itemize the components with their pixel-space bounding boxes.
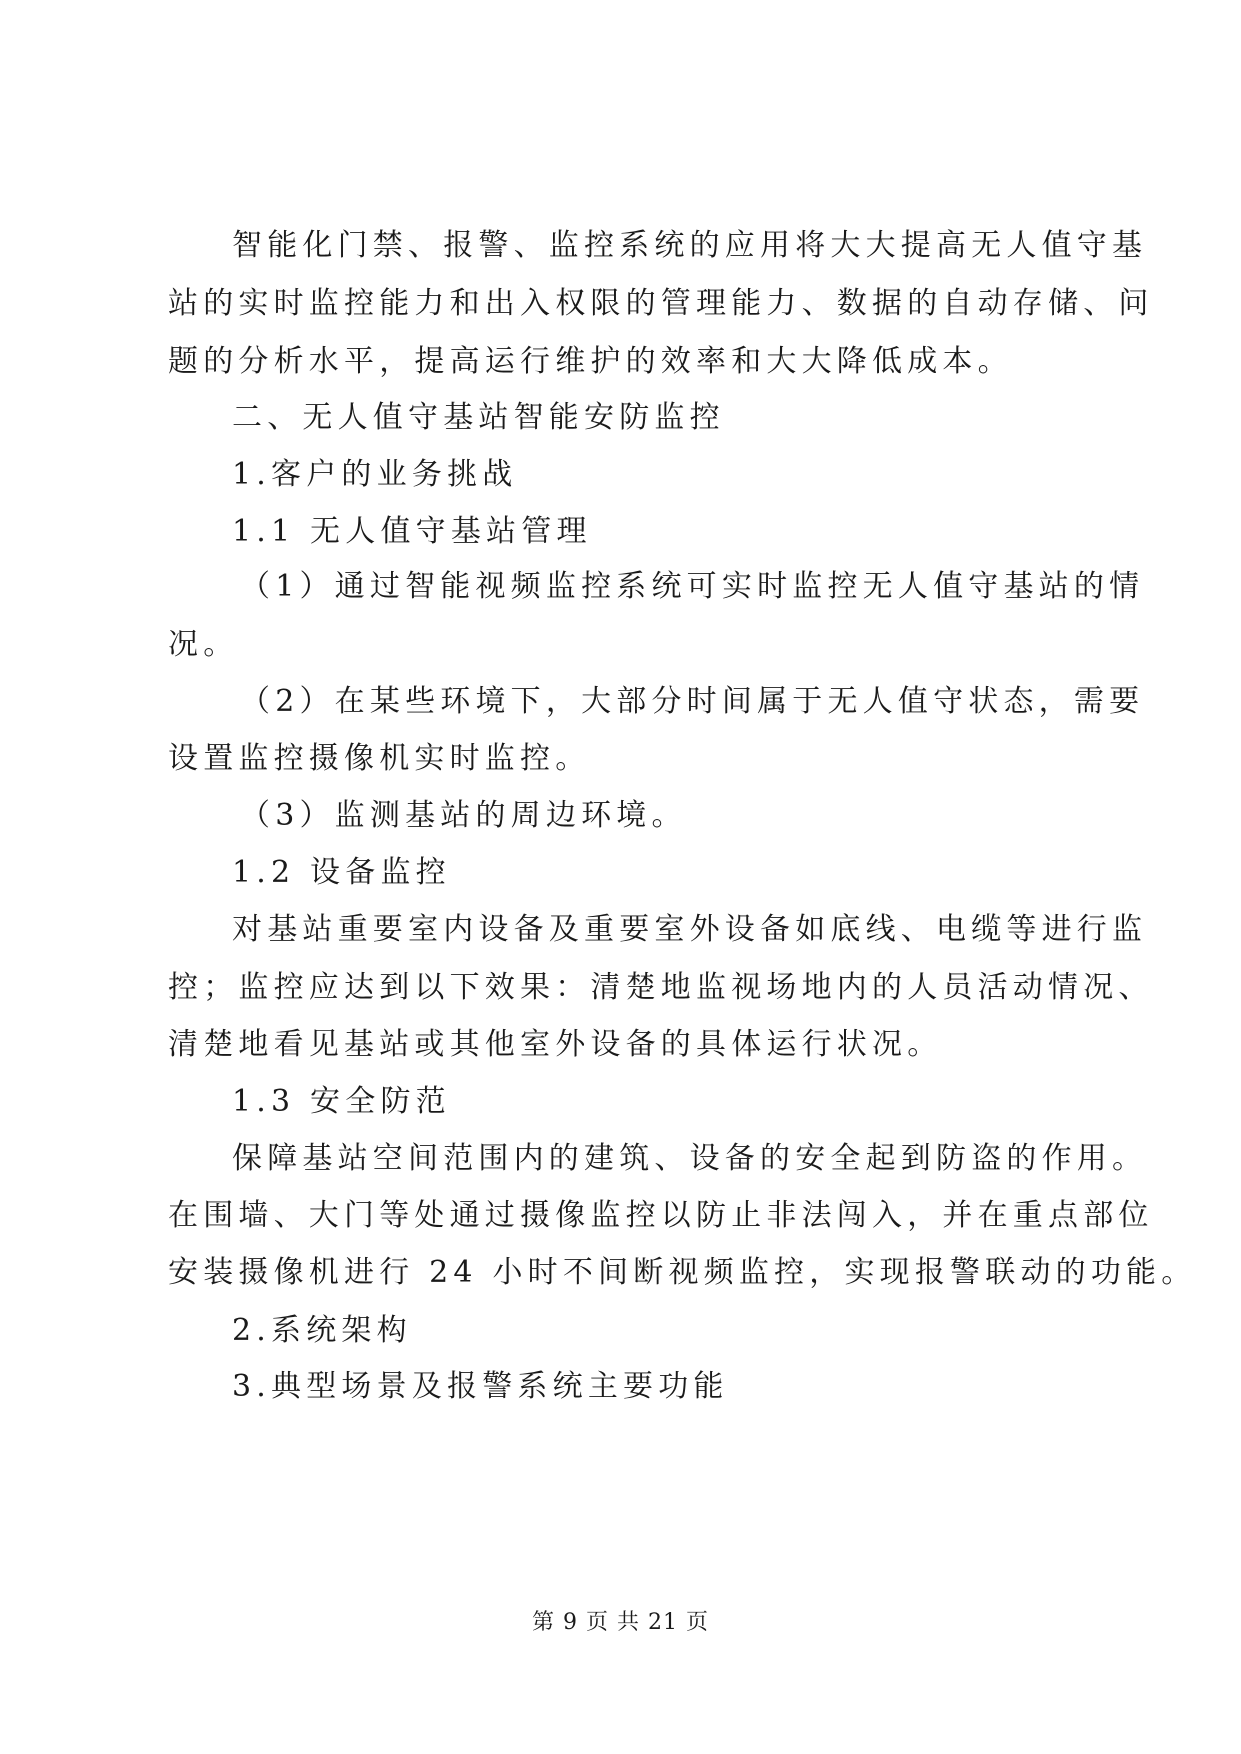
paragraph-intro-line-1: 智能化门禁、报警、监控系统的应用将大大提高无人值守基 [232,228,1148,263]
subheading-1-1: 1.1 无人值守基站管理 [232,514,592,549]
page-number-footer: 第 9 页 共 21 页 [532,1610,709,1635]
subheading-3: 3.典型场景及报警系统主要功能 [232,1369,729,1404]
subheading-2: 2.系统架构 [232,1313,412,1348]
paragraph-security-line-2: 在围墙、大门等处通过摄像监控以防止非法闯入，并在重点部位 [168,1198,1154,1233]
paragraph-equipment-line-2: 控；监控应达到以下效果：清楚地监视场地内的人员活动情况、 [168,970,1154,1005]
paragraph-equipment-line-1: 对基站重要室内设备及重要室外设备如底线、电缆等进行监 [232,912,1148,947]
subheading-1-2: 1.2 设备监控 [232,855,451,890]
section-heading-2: 二、无人值守基站智能安防监控 [232,400,725,435]
paragraph-equipment-line-3: 清楚地看见基站或其他室外设备的具体运行状况。 [168,1027,943,1062]
paragraph-security-line-1: 保障基站空间范围内的建筑、设备的安全起到防盗的作用。 [232,1141,1148,1176]
list-item-2-line-2: 设置监控摄像机实时监控。 [168,741,591,776]
list-item-1-line-1: （1）通过智能视频监控系统可实时监控无人值守基站的情 [240,569,1145,604]
subheading-1: 1.客户的业务挑战 [232,457,518,492]
list-item-2-line-1: （2）在某些环境下，大部分时间属于无人值守状态，需要 [240,684,1145,719]
paragraph-security-line-3: 安装摄像机进行 24 小时不间断视频监控，实现报警联动的功能。 [168,1255,1197,1290]
list-item-3: （3）监测基站的周边环境。 [240,798,687,833]
subheading-1-3: 1.3 安全防范 [232,1084,451,1119]
paragraph-intro-line-3: 题的分析水平，提高运行维护的效率和大大降低成本。 [168,344,1013,379]
list-item-1-line-2: 况。 [168,627,239,662]
paragraph-intro-line-2: 站的实时监控能力和出入权限的管理能力、数据的自动存储、问 [168,286,1154,321]
